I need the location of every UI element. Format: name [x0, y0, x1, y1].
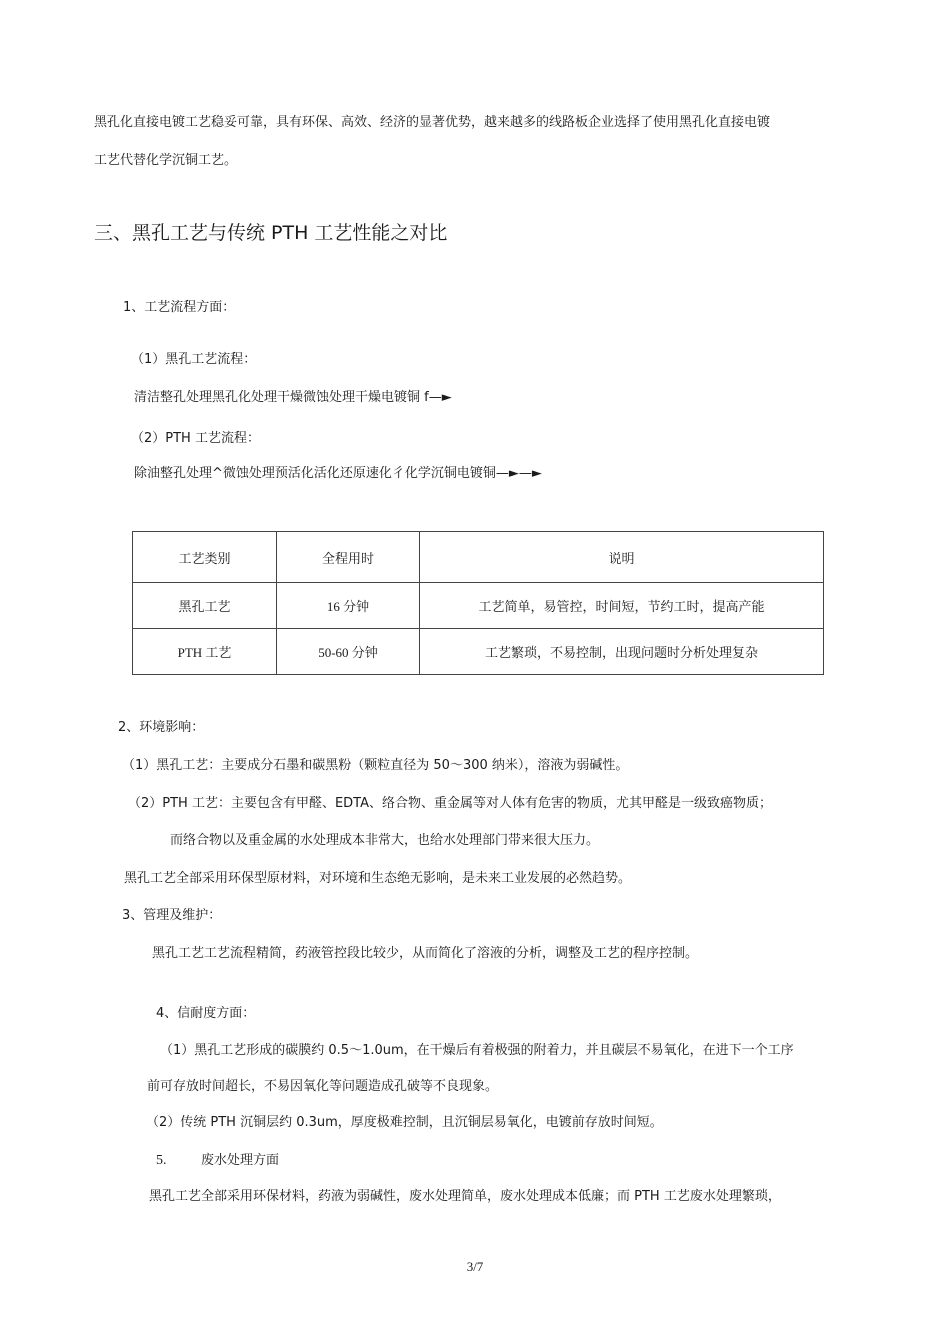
s1-sub1-title: （1）黑孔工艺流程： — [131, 352, 257, 367]
s4-paragraph-1a: （1）黑孔工艺形成的碳膜约 0.5〜1.0um，在干燥后有着极强的附着力，并且碳层不易氧化，在进下一个工序 — [160, 1043, 794, 1058]
s2-title: 2、环境影响： — [118, 720, 205, 735]
table-cell: 工艺繁琐，不易控制，出现问题时分析处理复杂 — [420, 629, 824, 675]
s4-paragraph-1b: 前可存放时间超长，不易因氧化等问题造成孔破等不良现象。 — [147, 1079, 499, 1094]
table-header-cell: 全程用时 — [277, 532, 420, 583]
table-header-row — [133, 532, 824, 583]
s3-title: 3、管理及维护： — [122, 908, 222, 923]
s2-paragraph-3: 黑孔工艺全部采用环保型原材料，对环境和生态绝无影响，是未来工业发展的必然趋势。 — [124, 871, 632, 886]
intro-line-2: 工艺代替化学沉铜工艺。 — [94, 153, 238, 168]
table-cell: 黑孔工艺 — [133, 583, 277, 629]
table-cell: PTH 工艺 — [133, 629, 277, 675]
s1-sub2-flow: 除油整孔处理^微蚀处理预活化活化还原速化彳化学沉铜电镀铜—►—► — [134, 466, 542, 481]
s1-sub1-flow: 清洁整孔处理黑孔化处理干燥微蚀处理干燥电镀铜 f—► — [134, 390, 452, 405]
s2-paragraph-1: （1）黑孔工艺：主要成分石墨和碳黑粉（颗粒直径为 50〜300 纳米），溶液为弱碱性。 — [122, 758, 629, 773]
table-row — [133, 583, 824, 629]
page-number: 3/7 — [466, 1259, 484, 1274]
table-cell: 工艺简单，易管控，时间短，节约工时，提高产能 — [420, 583, 824, 629]
s5-paragraph-1: 黑孔工艺全部采用环保材料，药液为弱碱性，废水处理简单，废水处理成本低廉；而 PTH 工艺废水处理繁琐， — [149, 1189, 781, 1204]
s1-sub2-title: （2）PTH 工艺流程： — [131, 431, 260, 446]
s4-paragraph-2: （2）传统 PTH 沉铜层约 0.3um，厚度极难控制，且沉铜层易氧化，电镀前存放时间短。 — [146, 1115, 663, 1130]
s3-paragraph-1: 黑孔工艺工艺流程精简，药液管控段比较少，从而简化了溶液的分析，调整及工艺的程序控制。 — [152, 946, 699, 961]
s1-title: 1、工艺流程方面： — [123, 300, 236, 315]
table-row — [133, 629, 824, 675]
table-header-cell: 说明 — [420, 532, 824, 583]
section-title: 三、黑孔工艺与传统 PTH 工艺性能之对比 — [94, 222, 448, 244]
table-cell: 16 分钟 — [277, 583, 420, 629]
table-header-cell: 工艺类别 — [133, 532, 277, 583]
s4-title: 4、信耐度方面： — [156, 1006, 256, 1021]
s5-title: 废水处理方面 — [201, 1153, 280, 1168]
table-cell: 50-60 分钟 — [277, 629, 420, 675]
intro-line-1: 黑孔化直接电镀工艺稳妥可靠，具有环保、高效、经济的显著优势，越来越多的线路板企业选择了使用黑孔化直接电镀 — [94, 115, 771, 130]
s2-paragraph-2a: （2）PTH 工艺：主要包含有甲醛、EDTA、络合物、重金属等对人体有危害的物质，尤其甲醛是一级致癌物质； — [128, 796, 773, 811]
s5-number: 5. — [156, 1153, 167, 1168]
s2-paragraph-2b: 而络合物以及重金属的水处理成本非常大，也给水处理部门带来很大压力。 — [170, 833, 600, 848]
comparison-table — [132, 531, 824, 675]
